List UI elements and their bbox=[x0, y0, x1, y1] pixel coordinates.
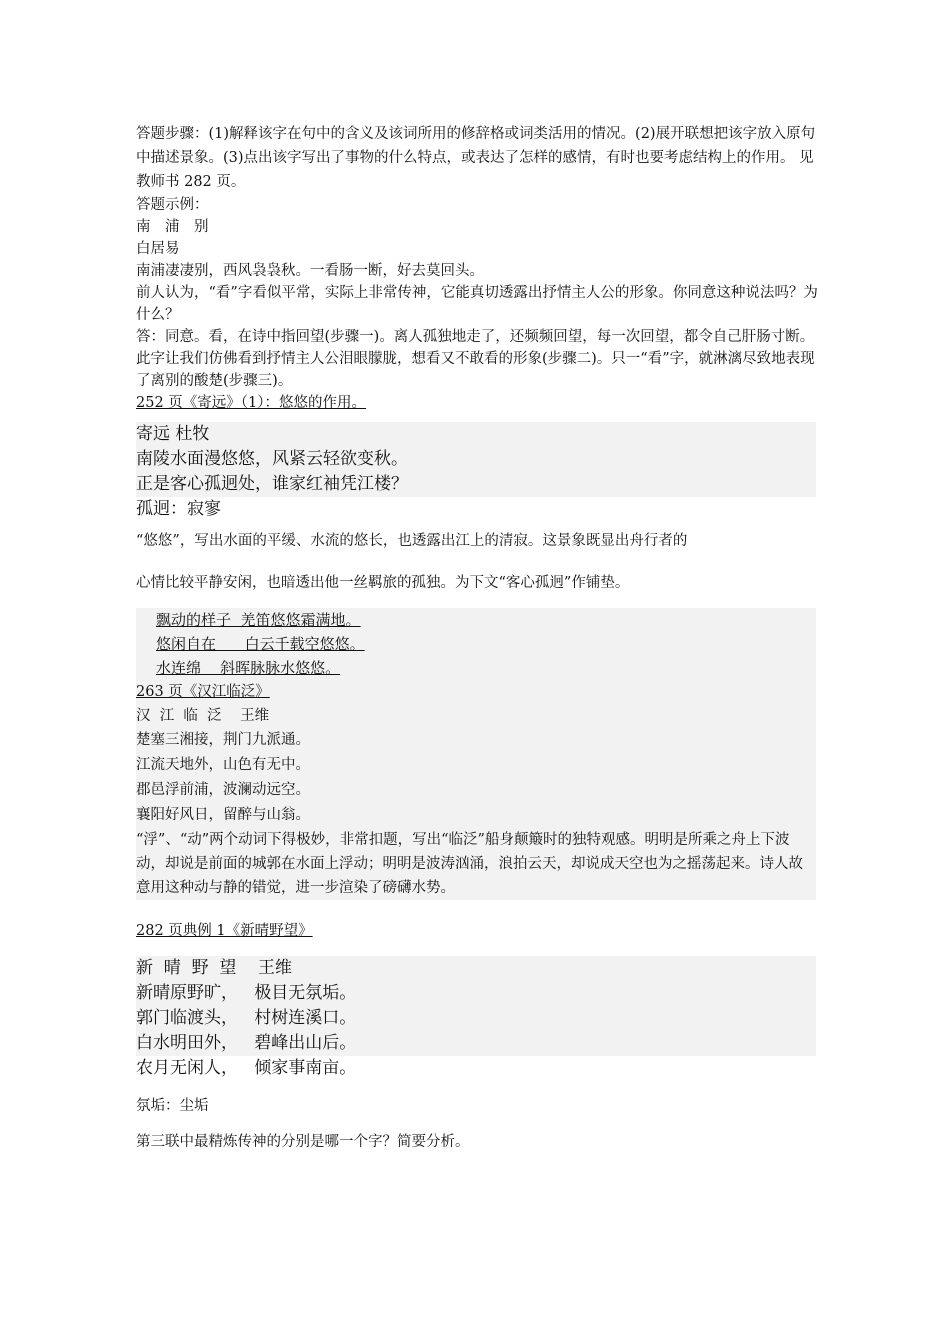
youyou-meaning-3: 水连绵 斜晖脉脉水悠悠。 bbox=[156, 659, 341, 677]
jiyuan-para-1: “悠悠”，写出水面的平缓、水流的悠长，也透露出江上的清寂。这景象既显出舟行者的 bbox=[136, 533, 688, 549]
xinqing-title: 新 晴 野 望 王维 bbox=[136, 958, 293, 978]
hanjiang-heading: 263 页《汉江临泛》 bbox=[136, 684, 270, 700]
hanjiang-block bbox=[136, 680, 816, 900]
xinqing-heading: 282 页典例 1《新晴野望》 bbox=[136, 923, 313, 939]
xinqing-line-2: 郭门临渡头， 村树连溪口。 bbox=[136, 1008, 357, 1028]
youyou-meaning-1: 飘动的样子 羌笛悠悠霜满地。 bbox=[156, 611, 361, 629]
jiyuan-heading: 252 页《寄远》（1）：悠悠的作用。 bbox=[136, 395, 367, 411]
nanpu-answer: 答：同意。看，在诗中指回望(步骤一)。离人孤独地走了，还频频回望，每一次回望，都令自己肝肠寸断。此字让我们仿佛看到抒情主人公泪眼朦胧，想看又不敢看的形象(步骤二)。只一“看”字，就淋漓尽致地表现了离别的酸楚(步骤三)。 bbox=[136, 329, 815, 389]
jiyuan-line-2: 正是客心孤迥处，谁家红袖凭江楼？ bbox=[136, 474, 408, 494]
document-page bbox=[136, 122, 826, 1153]
xinqing-poem-block bbox=[136, 956, 816, 1056]
xinqing-question: 第三联中最精炼传神的分别是哪一个字？简要分析。 bbox=[136, 1134, 470, 1150]
hanjiang-title: 汉 江 临 泛 王维 bbox=[136, 708, 270, 724]
hanjiang-analysis: “浮”、“动”两个动词下得极妙，非常扣题，写出“临泛”船身颠簸时的独特观感。明明是所乘之舟上下波动，却说是前面的城郭在水面上浮动；明明是波涛汹涌，浪拍云天，却说成天空也为之摇荡起来。诗人故意用这种动与静的错觉，进一步渲染了磅礴水势。 bbox=[136, 832, 803, 896]
xinqing-line-3: 白水明田外， 碧峰出山后。 bbox=[136, 1033, 357, 1053]
nanpu-poem: 南浦凄凄别，西风袅袅秋。一看肠一断，好去莫回头。 bbox=[136, 263, 484, 279]
jiyuan-para-2: 心情比较平静安闲，也暗透出他一丝羁旅的孤独。为下文“客心孤迥”作铺垫。 bbox=[136, 575, 630, 591]
nanpu-question: 前人认为，“看”字看似平常，实际上非常传神，它能真切透露出抒情主人公的形象。你同意这种说法吗？为什么？ bbox=[136, 285, 818, 323]
xinqing-line-4: 农月无闲人， 倾家事南亩。 bbox=[136, 1058, 357, 1078]
jiyuan-note: 孤迥：寂寥 bbox=[136, 499, 221, 519]
hanjiang-line-4: 襄阳好风日，留醉与山翁。 bbox=[136, 807, 310, 823]
hanjiang-line-3: 郡邑浮前浦，波澜动远空。 bbox=[136, 782, 310, 798]
nanpu-title: 南 浦 别 bbox=[136, 219, 209, 235]
hanjiang-line-2: 江流天地外，山色有无中。 bbox=[136, 757, 310, 773]
youyou-meaning-2: 悠闲自在 白云千载空悠悠。 bbox=[156, 635, 365, 653]
answer-steps-text: 答题步骤：(1)解释该字在句中的含义及该词所用的修辞格或词类活用的情况。(2)展开联想把该字放入原句中描述景象。(3)点出该字写出了事物的什么特点，或表达了怎样的感情，有时也要考虑结构上的作用。 见教师书 282 页。 bbox=[136, 126, 816, 190]
xinqing-line-1: 新晴原野旷， 极目无氛垢。 bbox=[136, 983, 357, 1003]
youyou-meanings-block bbox=[136, 608, 816, 680]
hanjiang-line-1: 楚塞三湘接，荆门九派通。 bbox=[136, 732, 310, 748]
jiyuan-line-1: 南陵水面漫悠悠，风紧云轻欲变秋。 bbox=[136, 449, 408, 469]
example-label: 答题示例： bbox=[136, 197, 209, 213]
nanpu-author: 白居易 bbox=[136, 241, 180, 257]
jiyuan-poem-block bbox=[136, 422, 816, 497]
xinqing-note: 氛垢：尘垢 bbox=[136, 1098, 209, 1114]
jiyuan-title: 寄远 杜牧 bbox=[136, 424, 210, 444]
